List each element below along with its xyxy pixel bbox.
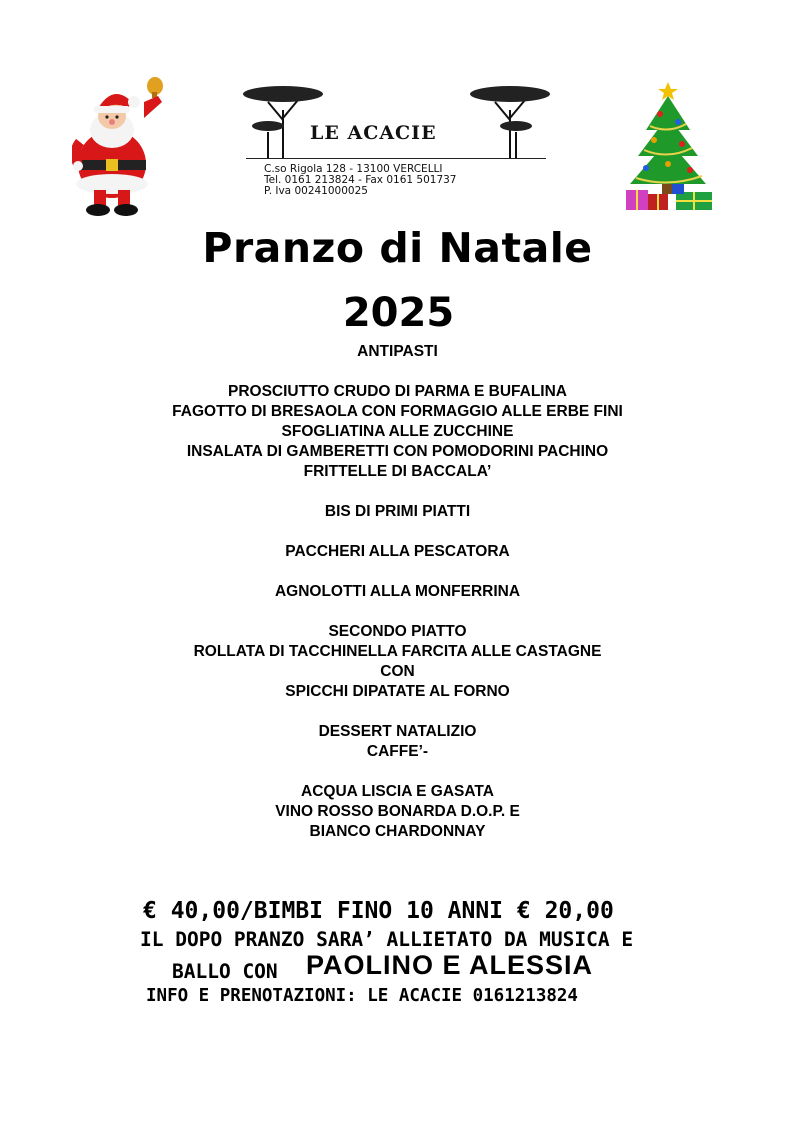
menu-item: FRITTELLE DI BACCALA’ bbox=[303, 463, 492, 480]
menu-item: BIANCO CHARDONNAY bbox=[309, 823, 486, 840]
logo-divider bbox=[246, 158, 546, 159]
booking-info: INFO E PRENOTAZIONI: LE ACACIE 0161213824 bbox=[146, 986, 578, 1006]
menu-item: PACCHERI ALLA PESCATORA bbox=[285, 543, 510, 560]
primi-heading: BIS DI PRIMI PIATTI bbox=[324, 503, 471, 520]
entertainment-line: IL DOPO PRANZO SARA’ ALLIETATO DA MUSICA E bbox=[140, 928, 634, 951]
entertainment-line-prefix: BALLO CON bbox=[172, 960, 278, 983]
antipasti-heading: ANTIPASTI bbox=[357, 343, 438, 360]
price-line: € 40,00/BIMBI FINO 10 ANNI € 20,00 bbox=[143, 898, 614, 924]
page-title: Pranzo di Natale bbox=[202, 224, 593, 272]
menu-item: CON bbox=[380, 663, 415, 680]
santa-claus-illustration bbox=[72, 72, 172, 220]
vat-number: P. Iva 00241000025 bbox=[264, 185, 368, 197]
menu-item: SPICCHI DIPATATE AL FORNO bbox=[285, 683, 510, 700]
menu-item: FAGOTTO DI BRESAOLA CON FORMAGGIO ALLE ERBE FINI bbox=[172, 403, 623, 420]
restaurant-logo bbox=[238, 80, 554, 200]
menu-list bbox=[0, 342, 795, 842]
menu-item: ACQUA LISCIA E GASATA bbox=[301, 783, 494, 800]
phone-fax: Tel. 0161 213824 - Fax 0161 501737 bbox=[264, 174, 457, 186]
menu-item: INSALATA DI GAMBERETTI CON POMODORINI PACHINO bbox=[186, 443, 609, 460]
logo-name: LE ACACIE bbox=[310, 122, 437, 144]
address: C.so Rigola 128 - 13100 VERCELLI bbox=[264, 163, 443, 175]
acacia-trees-icon bbox=[238, 80, 554, 160]
performers-name: PAOLINO E ALESSIA bbox=[306, 950, 594, 980]
dessert-heading: DESSERT NATALIZIO bbox=[318, 723, 477, 740]
secondo-heading: SECONDO PIATTO bbox=[328, 623, 467, 640]
menu-item: PROSCIUTTO CRUDO DI PARMA E BUFALINA bbox=[228, 383, 567, 400]
menu-item: ROLLATA DI TACCHINELLA FARCITA ALLE CASTAGNE bbox=[193, 643, 602, 660]
logo-contact-info bbox=[264, 164, 457, 197]
menu-item: AGNOLOTTI ALLA MONFERRINA bbox=[274, 583, 521, 600]
page-year: 2025 bbox=[342, 290, 455, 336]
menu-item: VINO ROSSO BONARDA D.O.P. E bbox=[275, 803, 520, 820]
menu-item: SFOGLIATINA ALLE ZUCCHINE bbox=[281, 423, 514, 440]
christmas-tree-illustration bbox=[624, 80, 716, 214]
menu-item: CAFFE’- bbox=[366, 743, 429, 760]
